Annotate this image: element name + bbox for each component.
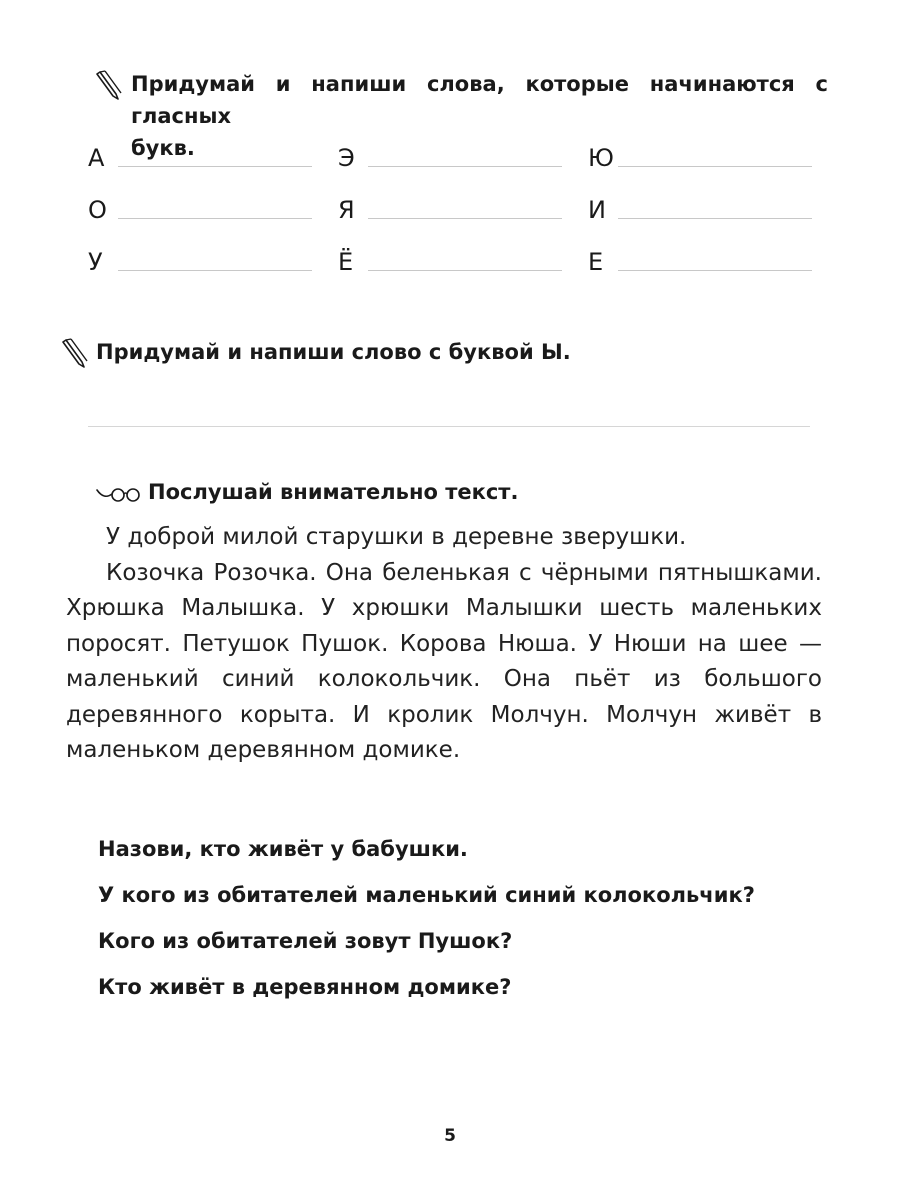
- task2-heading: [96, 336, 571, 368]
- vowel-letter: Е: [588, 248, 604, 276]
- answer-write-line[interactable]: [88, 426, 810, 427]
- vowel-letter: О: [88, 196, 107, 224]
- vowel-letter: Э: [338, 144, 355, 172]
- vowel-letter: А: [88, 144, 105, 172]
- vowel-letter: И: [588, 196, 606, 224]
- pencil-icon: [96, 70, 124, 100]
- write-line[interactable]: [118, 270, 312, 271]
- vowel-letter: У: [88, 248, 103, 276]
- question-item: Кто живёт в деревянном домике?: [98, 975, 512, 999]
- story-paragraph-1: У доброй милой старушки в деревне зверушки.: [106, 524, 687, 550]
- letter-row: [88, 140, 814, 192]
- task3-heading-text: Послушай внимательно текст.: [148, 480, 519, 504]
- question-item: Кого из обитателей зовут Пушок?: [98, 929, 513, 953]
- write-line[interactable]: [368, 166, 562, 167]
- write-line[interactable]: [368, 218, 562, 219]
- vowel-letters-grid: [88, 140, 814, 296]
- question-item: Назови, кто живёт у бабушки.: [98, 837, 468, 861]
- vowel-letter: Я: [338, 196, 355, 224]
- pencil-icon: [62, 338, 90, 368]
- write-line[interactable]: [618, 218, 812, 219]
- glasses-icon: [96, 482, 142, 506]
- write-line[interactable]: [118, 166, 312, 167]
- write-line[interactable]: [118, 218, 312, 219]
- questions-list: [98, 826, 818, 1010]
- letter-row: [88, 244, 814, 296]
- write-line[interactable]: [368, 270, 562, 271]
- story-paragraph-2: Козочка Розочка. Она беленькая с чёрными пятнышками. Хрюшка Малышка. У хрюшки Малышки шесть маленьких поросят. Петушок Пушок. Корова Нюша. У Нюши на шее — маленький синий колокольчик. Она пьёт из большого деревянного корыта. И кролик Молчун. Молчун живёт в маленьком деревянном домике.: [66, 559, 822, 763]
- vowel-letter: Ю: [588, 144, 614, 172]
- task1-heading-line1: Придумай и напиши слова, которые начинаются с гласных: [131, 72, 828, 128]
- story-text: [66, 520, 822, 769]
- vowel-letter: Ё: [338, 248, 354, 276]
- task3-heading: [148, 476, 518, 508]
- question-item: У кого из обитателей маленький синий колокольчик?: [98, 883, 755, 907]
- task2-heading-text: Придумай и напиши слово с буквой Ы.: [96, 340, 571, 364]
- task1-heading-line2: букв.: [131, 136, 195, 160]
- write-line[interactable]: [618, 270, 812, 271]
- letter-row: [88, 192, 814, 244]
- page-number: 5: [444, 1126, 456, 1146]
- write-line[interactable]: [618, 166, 812, 167]
